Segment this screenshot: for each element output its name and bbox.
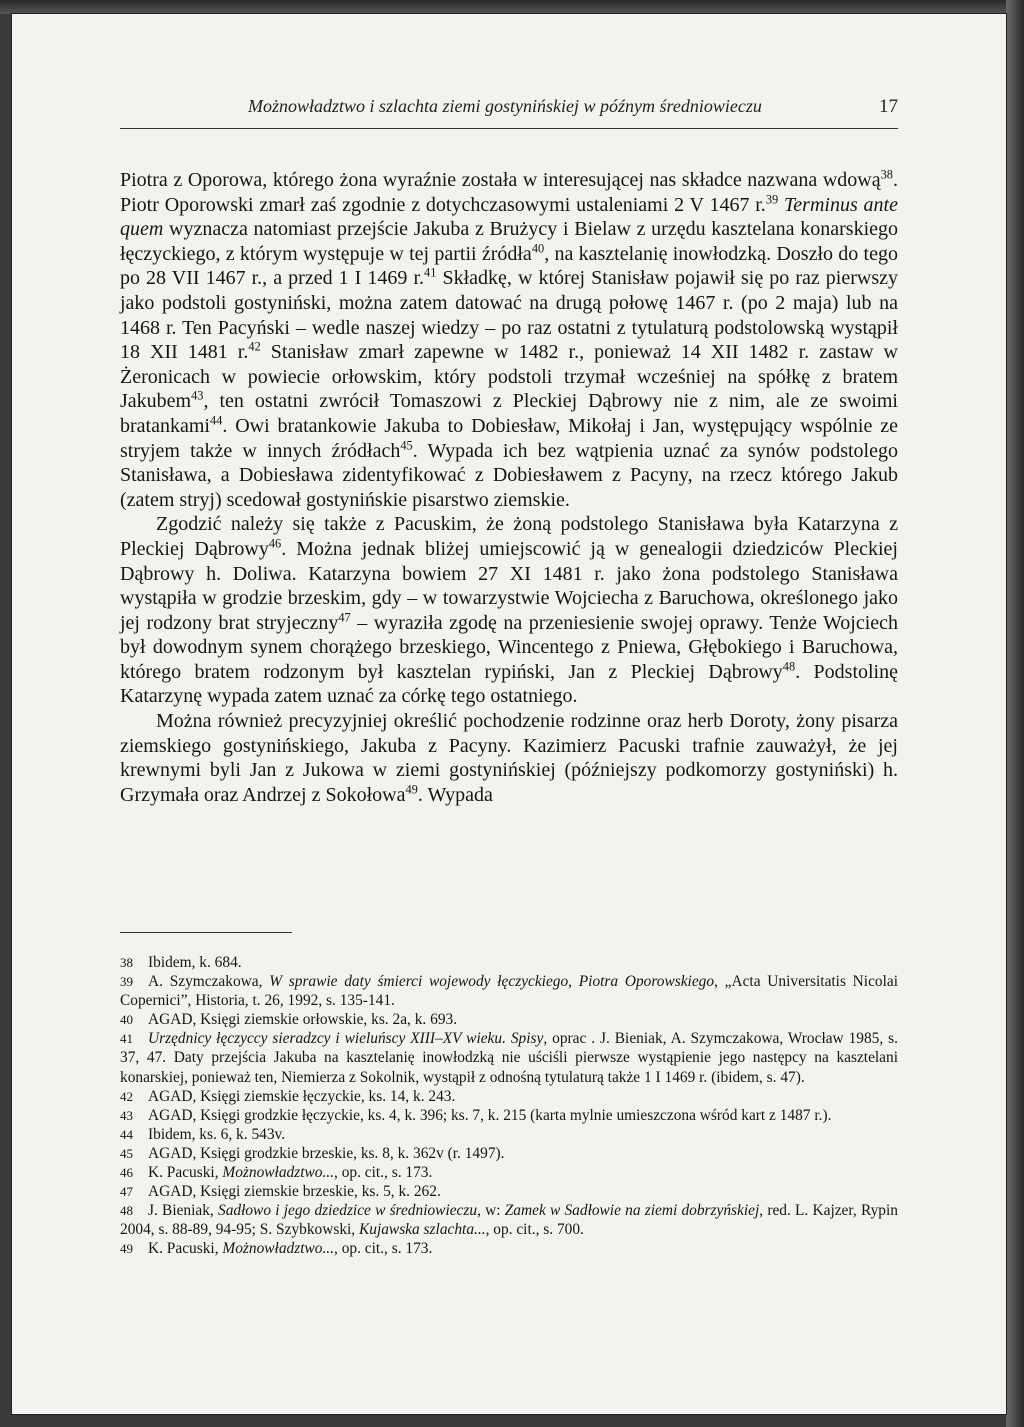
footnote-number: 43 bbox=[120, 1107, 133, 1123]
text-run: wyznacza natomiast przejście Jakuba z Brużycy i Bielaw z urzędu kasztelana konarskiego łęczyckiego, z którym występuje w tej partii źródła bbox=[120, 218, 898, 265]
footnote-ref: 38 bbox=[880, 167, 893, 182]
footnote bbox=[120, 1163, 898, 1182]
text-run: Można również precyzyjniej określić pochodzenie rodzinne oraz herb Doroty, żony pisarza ziemskiego gostynińskiego, Jakuba z Pacyny. Kazimierz Pacuski trafnie zauważył, że jej krewnymi byli Jan z Jukowa w ziemi gostynińskiej (późniejszy podkomorzy gostyniński) h. Grzymała oraz Andrzej z Sokołowa bbox=[120, 710, 898, 806]
text-run: Ibidem, ks. 6, k. 543v. bbox=[148, 1125, 286, 1143]
footnote bbox=[120, 972, 898, 1010]
text-run: AGAD, Księgi grodzkie łęczyckie, ks. 4, k. 396; ks. 7, k. 215 (karta mylnie umieszczona wśród kart z 1487 r.). bbox=[148, 1106, 832, 1124]
text-run: Ibidem, k. 684. bbox=[148, 954, 242, 971]
text-run: Stanisław zmarł zapewne w 1482 r., ponieważ 14 XII 1482 r. zastaw w Żeronicach w powiecie orłowskim, który podstoli trzymał wcześniej na spółkę z bratem Jakubem bbox=[120, 341, 899, 413]
footnote bbox=[120, 1106, 898, 1125]
footnote bbox=[120, 1010, 898, 1029]
footnote-ref: 46 bbox=[268, 536, 282, 551]
scan-top-edge bbox=[0, 0, 1024, 14]
footnote-number: 39 bbox=[120, 974, 133, 990]
footnote-ref: 43 bbox=[191, 388, 204, 403]
footnote-number: 41 bbox=[120, 1031, 133, 1047]
text-run: AGAD, Księgi ziemskie brzeskie, ks. 5, k. 262. bbox=[148, 1183, 441, 1201]
footnotes bbox=[120, 953, 898, 1259]
text-run: – wyraziła zgodę na przeniesienie swojej oprawy. Tenże Wojciech był dowodnym synem chorążego brzeskiego, Wincentego z Pniewa, Głębokiego i Baruchowa, którego bratem rodzonym był kasztelan rypiński, Jan z Pleckiej Dąbrowy bbox=[120, 611, 899, 683]
text-run: J. Bieniak, bbox=[148, 1202, 218, 1220]
italic-text: Zamek w Sadłowie na ziemi dobrzyńskiej bbox=[504, 1202, 760, 1220]
text-run: . Można jednak bliżej umiejscowić ją w genealogii dziedziców Pleckiej Dąbrowy h. Doliwa. Katarzyna bowiem 27 XI 1481 r. jako żona podstolego Stanisława wystąpiła w grodzie brzeskim, gdy – w towarzystwie Wojciecha z Baruchowa, określonego jako jej rodzony brat stryjeczny bbox=[120, 537, 898, 634]
footnote bbox=[120, 953, 898, 972]
text-run: AGAD, Księgi ziemskie łęczyckie, ks. 14, k. 243. bbox=[148, 1087, 456, 1105]
footnote bbox=[120, 1029, 898, 1086]
footnote-number: 44 bbox=[120, 1126, 133, 1142]
text-run: , w: bbox=[477, 1202, 505, 1220]
running-header bbox=[120, 96, 898, 129]
text-run: . Wypada ich bez wątpienia uznać za synów podstolego Stanisława, a Dobiesława zidentyfikować z Dobiesławem z Pacyny, na rzecz którego Jakub (zatem stryj) scedował gostynińskie pisarstwo ziemskie. bbox=[120, 439, 898, 511]
text-run: , op. cit., s. 700. bbox=[485, 1221, 584, 1239]
footnote bbox=[120, 1201, 898, 1239]
italic-text: Kujawska szlachta... bbox=[359, 1221, 486, 1239]
text-run: . Wypada bbox=[417, 783, 493, 806]
footnote-ref: 47 bbox=[338, 610, 351, 625]
italic-text: Możnowładztwo... bbox=[222, 1240, 334, 1258]
text-run: , red. L. Kajzer, Rypin 2004, s. 88-89, 94-95; S. Szybkowski, bbox=[120, 1202, 898, 1239]
main-text bbox=[120, 168, 898, 807]
italic-text: Możnowładztwo... bbox=[222, 1164, 334, 1182]
text-run: , na kasztelanię inowłodzką. Doszło do tego po 28 VII 1467 r., a przed 1 I 1469 r. bbox=[120, 242, 898, 290]
scan-right-edge bbox=[1006, 0, 1024, 1427]
text-run: K. Pacuski, bbox=[148, 1164, 223, 1182]
footnote-ref: 41 bbox=[424, 265, 437, 280]
footnote-number: 49 bbox=[120, 1241, 133, 1257]
footnote-number: 45 bbox=[120, 1145, 133, 1161]
text-run: , op. cit., s. 173. bbox=[334, 1164, 433, 1182]
footnote-ref: 40 bbox=[531, 241, 545, 256]
footnote-number: 38 bbox=[120, 955, 133, 970]
footnote-ref: 39 bbox=[765, 191, 779, 206]
paragraph bbox=[120, 168, 898, 512]
paragraph bbox=[120, 512, 898, 709]
footnote-ref: 45 bbox=[400, 437, 413, 452]
text-run: . Podstolinę Katarzynę wypada zatem uznać za córkę tego ostatniego. bbox=[120, 660, 898, 708]
text-run: Zgodzić należy się także z Pacuskim, że żoną podstolego Stanisława była Katarzyna z Pleckiej Dąbrowy bbox=[120, 513, 898, 560]
footnote-ref: 42 bbox=[248, 339, 261, 354]
footnote bbox=[120, 1144, 898, 1163]
page-number: 17 bbox=[879, 96, 898, 117]
footnote bbox=[120, 1087, 898, 1106]
text-run: , op. cit., s. 173. bbox=[334, 1240, 433, 1258]
text-run: , oprac . J. Bieniak, A. Szymczakowa, Wrocław 1985, s. 37, 47. Daty przejścia Jakuba na kasztelanię inowłodzką nie uściśli pierwsze wystąpienie jego następcy na kasztelani konarskiej, ponieważ ten, Niemierza z Sokolnik, wystąpił z odnośną tytulaturą także 1 I 1469 r. (ibidem, s. 47). bbox=[120, 1030, 898, 1086]
text-run: AGAD, Księgi ziemskie orłowskie, ks. 2a, k. 693. bbox=[148, 1011, 458, 1029]
italic-text: Sadłowo i jego dziedzice w średniowieczu bbox=[218, 1202, 478, 1220]
footnote-number: 47 bbox=[120, 1184, 133, 1200]
text-run: Piotra z Oporowa, którego żona wyraźnie została w interesującej nas składce nazwana wdową bbox=[120, 169, 881, 191]
footnote-ref: 44 bbox=[209, 413, 223, 428]
footnote-number: 46 bbox=[120, 1165, 133, 1181]
italic-text: Urzędnicy łęczyccy sieradzcy i wieluńscy XIII–XV wieku. Spisy bbox=[148, 1030, 544, 1048]
text-run: . Owi bratankowie Jakuba to Dobiesław, Mikołaj i Jan, występujący wspólnie ze stryjem także w innych źródłach bbox=[120, 414, 898, 462]
text-run: . Piotr Oporowski zmarł zaś zgodnie z dotychczasowymi ustaleniami 2 V 1467 r. bbox=[120, 169, 898, 216]
text-run: AGAD, Księgi grodzkie brzeskie, ks. 8, k. 362v (r. 1497). bbox=[148, 1144, 505, 1162]
footnote-ref: 49 bbox=[405, 782, 418, 797]
footnote-number: 40 bbox=[120, 1012, 133, 1028]
text-run: , ten ostatni zwrócił Tomaszowi z Pleckiej Dąbrowy nie z nim, ale ze swoimi bratankami bbox=[120, 390, 898, 437]
footnote bbox=[120, 1125, 898, 1144]
footnote bbox=[120, 1239, 898, 1258]
paragraph bbox=[120, 709, 898, 807]
footnote-number: 42 bbox=[120, 1088, 133, 1104]
text-run: Składkę, w której Stanisław pojawił się po raz pierwszy jako podstoli gostyniński, można zatem datować na drugą połowę 1467 r. (po 2 maja) lub na 1468 r. Ten Pacyński – wedle naszej wiedzy – po raz ostatni z tytulaturą podstolowską wystąpił 18 XII 1481 r. bbox=[120, 267, 899, 364]
italic-text: Terminus ante quem bbox=[120, 193, 898, 241]
footnote-ref: 48 bbox=[782, 659, 796, 674]
footnote-number: 48 bbox=[120, 1203, 133, 1219]
footnote bbox=[120, 1182, 898, 1201]
text-run: A. Szymczakowa, bbox=[148, 973, 270, 991]
header-title: Możnowładztwo i szlachta ziemi gostynińskiej w późnym średniowieczu bbox=[248, 96, 762, 116]
footnote-divider bbox=[120, 932, 292, 933]
italic-text: W sprawie daty śmierci wojewody łęczyckiego, Piotra Oporowskiego bbox=[269, 973, 715, 991]
text-run: K. Pacuski, bbox=[148, 1240, 223, 1258]
text-run: , „Acta Universitatis Nicolai Copernici”, Historia, t. 26, 1992, s. 135-141. bbox=[120, 973, 898, 1010]
